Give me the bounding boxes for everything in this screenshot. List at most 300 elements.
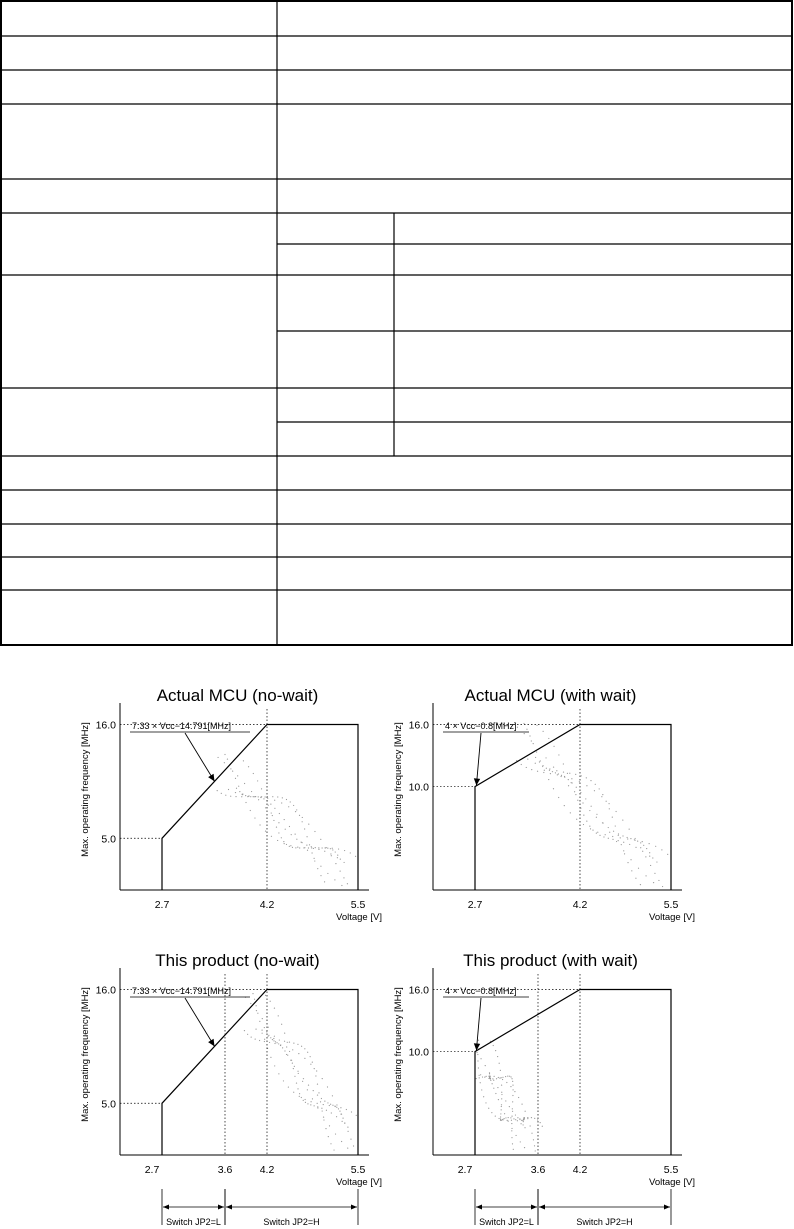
shade-dot — [254, 796, 255, 797]
range-arrowhead-right — [531, 1205, 537, 1210]
shade-dot — [608, 803, 609, 804]
shade-dot — [344, 862, 345, 863]
shade-dot — [340, 870, 341, 871]
shade-dot — [298, 1053, 299, 1054]
shade-dot — [271, 836, 272, 837]
x-tick-label: 3.6 — [217, 1164, 233, 1176]
shade-dot — [281, 802, 282, 803]
annotation-leader — [185, 733, 215, 781]
shade-dot — [265, 995, 266, 996]
shade-dot — [575, 774, 576, 775]
range-label: Switch JP2=L — [166, 1217, 221, 1227]
shade-dot — [330, 853, 331, 854]
shade-dot — [539, 761, 540, 762]
shade-dot — [301, 841, 302, 842]
shade-dot — [489, 1077, 490, 1078]
shade-dot — [512, 1089, 513, 1090]
shade-dot — [601, 796, 602, 797]
shade-dot — [635, 838, 636, 839]
shade-dot — [512, 1095, 513, 1096]
shade-dot — [337, 857, 338, 858]
shade-dot — [613, 831, 614, 832]
shade-dot — [272, 815, 273, 816]
shade-dot — [296, 1082, 297, 1083]
series-line — [162, 725, 358, 890]
shade-dot — [236, 788, 237, 789]
shade-dot — [302, 1081, 303, 1082]
shade-dot — [571, 778, 572, 779]
shade-dot — [250, 1003, 251, 1004]
shade-dot — [224, 754, 225, 755]
shade-dot — [515, 1114, 516, 1115]
shade-dot — [247, 796, 248, 797]
shade-dot — [301, 1097, 302, 1098]
shade-dot — [608, 827, 609, 828]
shade-dot — [260, 797, 261, 798]
y-axis-label: Max. operating frequency [MHz] — [80, 987, 91, 1122]
shade-dot — [322, 847, 323, 848]
shade-dot — [235, 792, 236, 793]
shade-dot — [543, 731, 544, 732]
shade-dot — [548, 779, 549, 780]
shade-dot — [263, 798, 264, 799]
shade-dot — [303, 847, 304, 848]
shade-dot — [589, 826, 590, 827]
shade-dot — [253, 796, 254, 797]
shade-dot — [530, 1125, 531, 1126]
shade-dot — [265, 831, 266, 832]
shade-dot — [282, 1047, 283, 1048]
shade-dot — [332, 1105, 333, 1106]
shade-dot — [603, 822, 604, 823]
shade-dot — [293, 1068, 294, 1069]
shade-dot — [586, 821, 587, 822]
shade-dot — [485, 1065, 486, 1066]
shade-dot — [646, 848, 647, 849]
shade-dot — [501, 1094, 502, 1095]
shade-dot — [627, 838, 628, 839]
shade-dot — [609, 832, 610, 833]
shade-dot — [642, 851, 643, 852]
shade-dot — [510, 1086, 511, 1087]
shade-dot — [640, 884, 641, 885]
shade-dot — [533, 1139, 534, 1140]
shade-dot — [552, 771, 553, 772]
shade-dot — [238, 786, 239, 787]
shade-dot — [544, 770, 545, 771]
shade-dot — [268, 1035, 269, 1036]
shade-dot — [322, 1110, 323, 1111]
shade-dot — [353, 1145, 354, 1146]
shade-dot — [553, 746, 554, 747]
shade-dot — [561, 775, 562, 776]
shade-dot — [492, 1083, 493, 1084]
shade-dot — [658, 880, 659, 881]
shade-dot — [286, 799, 287, 800]
shade-dot — [268, 805, 269, 806]
shade-dot — [274, 800, 275, 801]
shade-dot — [653, 882, 654, 883]
chart-svg — [75, 949, 382, 1229]
shade-dot — [308, 847, 309, 848]
shade-dot — [330, 1143, 331, 1144]
x-axis-label: Voltage [V] — [336, 912, 382, 923]
shade-dot — [312, 1062, 313, 1063]
shade-dot — [293, 1043, 294, 1044]
shade-dot — [225, 795, 226, 796]
shade-dot — [308, 1085, 309, 1086]
shade-dot — [314, 858, 315, 859]
shade-dot — [237, 775, 238, 776]
shade-dot — [317, 1103, 318, 1104]
shade-dot — [282, 797, 283, 798]
shade-dot — [650, 865, 651, 866]
shade-dot — [623, 850, 624, 851]
shade-dot — [278, 1073, 279, 1074]
shade-dot — [505, 1117, 506, 1118]
shade-dot — [302, 821, 303, 822]
x-tick-label: 4.2 — [572, 1164, 588, 1176]
shade-dot — [277, 796, 278, 797]
shade-dot — [326, 1110, 327, 1111]
shade-dot — [479, 1077, 480, 1078]
shade-dot — [535, 1150, 536, 1151]
x-tick-label: 5.5 — [663, 899, 679, 911]
shade-dot — [287, 1042, 288, 1043]
y-tick-label: 16.0 — [95, 984, 116, 997]
shade-dot — [480, 1074, 481, 1075]
shade-dot — [302, 817, 303, 818]
shade-dot — [486, 1076, 487, 1077]
x-tick-label: 4.2 — [259, 1164, 275, 1176]
chart-title: Actual MCU (no-wait) — [156, 686, 319, 705]
shade-dot — [295, 833, 296, 834]
shade-dot — [638, 868, 639, 869]
y-tick-label: 10.0 — [408, 781, 429, 794]
shade-dot — [299, 1093, 300, 1094]
shade-dot — [289, 846, 290, 847]
shade-dot — [649, 843, 650, 844]
shade-dot — [270, 1057, 271, 1058]
shade-dot — [499, 1063, 500, 1064]
shade-dot — [290, 845, 291, 846]
series-line — [475, 990, 671, 1155]
shade-dot — [563, 771, 564, 772]
shade-dot — [265, 807, 266, 808]
shade-dot — [299, 847, 300, 848]
shade-dot — [290, 1060, 291, 1061]
shade-dot — [335, 851, 336, 852]
shade-dot — [320, 839, 321, 840]
shade-dot — [307, 1103, 308, 1104]
x-axis-label: Voltage [V] — [336, 1177, 382, 1188]
shade-dot — [248, 766, 249, 767]
shade-dot — [629, 829, 630, 830]
x-tick-label: 4.2 — [259, 899, 275, 911]
shade-dot — [507, 1120, 508, 1121]
shade-dot — [311, 846, 312, 847]
shade-dot — [618, 840, 619, 841]
shade-dot — [320, 866, 321, 867]
shade-dot — [511, 1120, 512, 1121]
shade-dot — [523, 1117, 524, 1118]
shade-dot — [640, 847, 641, 848]
annotation-text: 4 × Vcc−0.8[MHz] — [445, 721, 517, 731]
shade-dot — [521, 764, 522, 765]
shade-dot — [620, 837, 621, 838]
shade-dot — [327, 1086, 328, 1087]
shade-dot — [330, 848, 331, 849]
shade-dot — [294, 1076, 295, 1077]
shade-dot — [274, 1065, 275, 1066]
shade-dot — [317, 868, 318, 869]
shade-dot — [511, 1130, 512, 1131]
y-tick-label: 16.0 — [408, 984, 429, 997]
shade-dot — [306, 836, 307, 837]
shaded-region — [244, 993, 357, 1151]
shade-dot — [244, 1030, 245, 1031]
shade-dot — [637, 841, 638, 842]
shade-dot — [501, 1120, 502, 1121]
shade-dot — [510, 1076, 511, 1077]
shade-dot — [306, 845, 307, 846]
shade-dot — [478, 1040, 479, 1041]
shade-dot — [255, 796, 256, 797]
shade-dot — [531, 1133, 532, 1134]
shade-dot — [341, 885, 342, 886]
shade-dot — [259, 1021, 260, 1022]
shade-dot — [509, 1106, 510, 1107]
shade-dot — [615, 811, 616, 812]
shade-dot — [498, 1099, 499, 1100]
shade-dot — [511, 1116, 512, 1117]
shade-dot — [531, 769, 532, 770]
shade-dot — [540, 760, 541, 761]
shade-dot — [599, 788, 600, 789]
shade-dot — [634, 840, 635, 841]
shade-dot — [596, 817, 597, 818]
shade-dot — [500, 1070, 501, 1071]
shade-dot — [501, 1085, 502, 1086]
shade-dot — [297, 847, 298, 848]
shade-dot — [228, 789, 229, 790]
x-tick-label: 5.5 — [663, 1164, 679, 1176]
shade-dot — [271, 812, 272, 813]
shade-dot — [589, 810, 590, 811]
shade-dot — [264, 796, 265, 797]
y-axis-label: Max. operating frequency [MHz] — [393, 722, 404, 857]
shade-dot — [569, 773, 570, 774]
shade-dot — [572, 782, 573, 783]
shade-dot — [575, 794, 576, 795]
shade-dot — [347, 1147, 348, 1148]
shade-dot — [655, 846, 656, 847]
shade-dot — [241, 796, 242, 797]
shade-dot — [520, 1141, 521, 1142]
shade-dot — [313, 1090, 314, 1091]
chart-svg — [388, 949, 695, 1229]
shade-dot — [478, 1067, 479, 1068]
shade-dot — [338, 848, 339, 849]
x-tick-label: 2.7 — [467, 899, 483, 911]
shade-dot — [329, 1105, 330, 1106]
shade-dot — [296, 809, 297, 810]
shade-dot — [274, 1036, 275, 1037]
shade-dot — [259, 1040, 260, 1041]
y-tick-label: 5.0 — [101, 1098, 116, 1111]
shade-dot — [631, 870, 632, 871]
shade-dot — [555, 772, 556, 773]
shade-dot — [280, 1045, 281, 1046]
shade-dot — [355, 856, 356, 857]
shade-dot — [542, 766, 543, 767]
shade-dot — [314, 1068, 315, 1069]
shade-dot — [656, 861, 657, 862]
shade-dot — [536, 725, 537, 726]
shade-dot — [332, 848, 333, 849]
shade-dot — [252, 993, 253, 994]
shade-dot — [278, 1015, 279, 1016]
shade-dot — [274, 1008, 275, 1009]
shade-dot — [217, 757, 218, 758]
chart-product-with-wait — [388, 949, 695, 1229]
shade-dot — [612, 817, 613, 818]
shade-dot — [297, 1071, 298, 1072]
shade-dot — [546, 768, 547, 769]
range-arrowhead-right — [351, 1205, 357, 1210]
shade-dot — [342, 1118, 343, 1119]
shade-dot — [251, 1036, 252, 1037]
shade-dot — [603, 836, 604, 837]
shade-dot — [568, 779, 569, 780]
shade-dot — [323, 1119, 324, 1120]
shade-dot — [662, 886, 663, 887]
shade-dot — [654, 873, 655, 874]
shade-dot — [291, 834, 292, 835]
shade-dot — [627, 837, 628, 838]
shade-dot — [227, 758, 228, 759]
shade-dot — [247, 1034, 248, 1035]
shade-dot — [327, 1102, 328, 1103]
shade-dot — [284, 819, 285, 820]
shade-dot — [640, 842, 641, 843]
shade-dot — [292, 1063, 293, 1064]
shade-dot — [531, 740, 532, 741]
shade-dot — [332, 849, 333, 850]
shade-dot — [336, 1104, 337, 1105]
shade-dot — [255, 1029, 256, 1030]
shade-dot — [350, 1139, 351, 1140]
shade-dot — [307, 850, 308, 851]
shade-dot — [523, 1121, 524, 1122]
shade-dot — [522, 1124, 523, 1125]
shade-dot — [495, 1050, 496, 1051]
shade-dot — [243, 760, 244, 761]
shade-dot — [512, 1085, 513, 1086]
shade-dot — [500, 1118, 501, 1119]
shade-dot — [590, 780, 591, 781]
shade-dot — [586, 777, 587, 778]
shade-dot — [495, 1115, 496, 1116]
shade-dot — [618, 833, 619, 834]
shade-dot — [596, 833, 597, 834]
shade-dot — [549, 768, 550, 769]
shade-dot — [320, 1101, 321, 1102]
shade-dot — [340, 1107, 341, 1108]
shade-dot — [292, 847, 293, 848]
shade-dot — [529, 735, 530, 736]
shade-dot — [338, 1108, 339, 1109]
shade-dot — [501, 1092, 502, 1093]
shade-dot — [523, 723, 524, 724]
shade-dot — [255, 1038, 256, 1039]
shade-dot — [335, 1106, 336, 1107]
x-tick-label: 3.6 — [530, 1164, 546, 1176]
shade-dot — [583, 824, 584, 825]
shade-dot — [264, 1027, 265, 1028]
shade-dot — [347, 883, 348, 884]
shade-dot — [493, 1080, 494, 1081]
range-label: Switch JP2=H — [576, 1217, 633, 1227]
shade-dot — [286, 844, 287, 845]
shade-dot — [289, 826, 290, 827]
shade-dot — [580, 792, 581, 793]
chart-title: This product (with wait) — [463, 951, 638, 970]
shade-dot — [645, 856, 646, 857]
shade-dot — [305, 1102, 306, 1103]
shade-dot — [564, 777, 565, 778]
shade-dot — [224, 762, 225, 763]
shade-dot — [558, 754, 559, 755]
shade-dot — [344, 850, 345, 851]
shade-dot — [347, 1127, 348, 1128]
shade-dot — [270, 1037, 271, 1038]
y-tick-label: 16.0 — [408, 719, 429, 732]
shade-dot — [574, 791, 575, 792]
shade-dot — [500, 1116, 501, 1117]
shade-dot — [304, 1048, 305, 1049]
shade-dot — [279, 813, 280, 814]
shade-dot — [267, 1036, 268, 1037]
shade-dot — [567, 773, 568, 774]
shade-dot — [512, 1108, 513, 1109]
shade-dot — [278, 1043, 279, 1044]
x-tick-label: 2.7 — [457, 1164, 473, 1176]
shade-dot — [512, 1101, 513, 1102]
shade-dot — [325, 1128, 326, 1129]
shade-dot — [501, 1106, 502, 1107]
shade-dot — [283, 841, 284, 842]
shade-dot — [627, 862, 628, 863]
shade-dot — [501, 1109, 502, 1110]
table-border — [1, 1, 792, 645]
shade-dot — [307, 1089, 308, 1090]
shade-dot — [337, 854, 338, 855]
shade-dot — [272, 796, 273, 797]
shade-dot — [347, 1131, 348, 1132]
shade-dot — [232, 771, 233, 772]
shade-dot — [515, 1135, 516, 1136]
shade-dot — [592, 829, 593, 830]
shade-dot — [543, 772, 544, 773]
shade-dot — [278, 832, 279, 833]
shade-dot — [318, 1092, 319, 1093]
shade-dot — [262, 1018, 263, 1019]
range-label: Switch JP2=L — [479, 1217, 534, 1227]
range-arrowhead-left — [163, 1205, 169, 1210]
series-line — [162, 990, 358, 1155]
shade-dot — [558, 773, 559, 774]
